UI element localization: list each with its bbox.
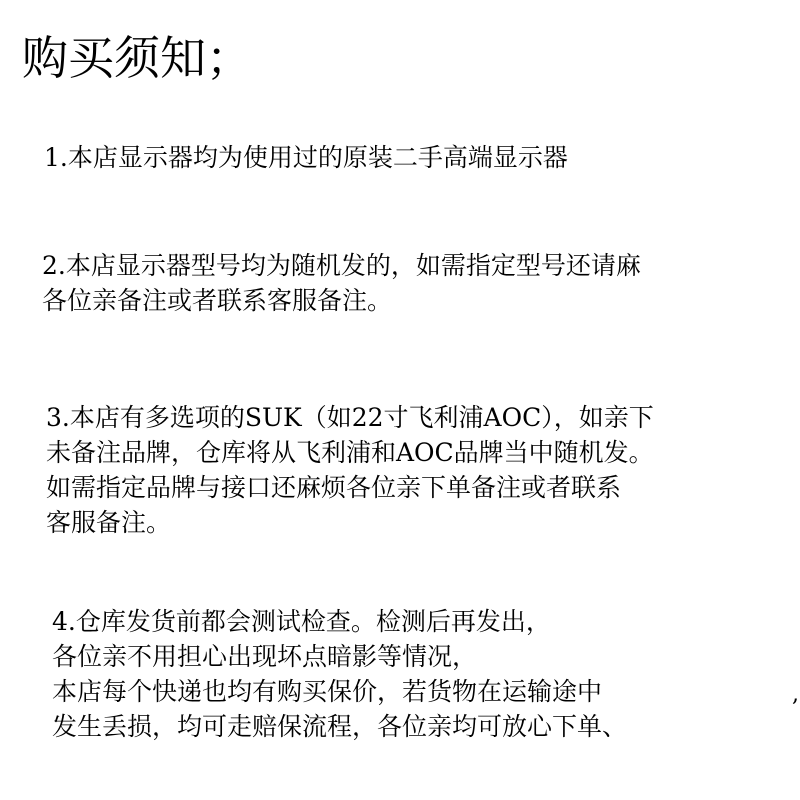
notice-3	[46, 400, 654, 540]
notice-line: 如需指定品牌与接口还麻烦各位亲下单备注或者联系	[46, 473, 622, 502]
stray-comma-mark: ,	[792, 682, 799, 707]
notice-line: 各位亲备注或者联系客服备注。	[42, 286, 393, 315]
notice-line: 1.本店显示器均为使用过的原装二手高端显示器	[44, 143, 568, 172]
page-title: 购买须知；	[22, 31, 252, 85]
notice-line: 未备注品牌，仓库将从飞利浦和AOC品牌当中随机发。	[46, 438, 654, 467]
notice-4	[52, 604, 627, 744]
notice-line: 4.仓库发货前都会测试检查。检测后再发出，	[52, 607, 551, 636]
notice-line: 客服备注。	[46, 508, 172, 537]
notice-2	[42, 248, 641, 318]
notice-1	[44, 140, 568, 175]
notice-line: 本店每个快递也均有购买保价，若货物在运输途中	[52, 677, 603, 706]
notice-line: 各位亲不用担心出现坏点暗影等情况，	[52, 642, 478, 671]
notice-line: 发生丢损，均可走赔保流程，各位亲均可放心下单、	[52, 712, 628, 741]
notice-line: 3.本店有多选项的SUK（如22寸飞利浦AOC），如亲下	[46, 403, 654, 432]
notice-line: 2.本店显示器型号均为随机发的，如需指定型号还请麻	[42, 251, 641, 280]
